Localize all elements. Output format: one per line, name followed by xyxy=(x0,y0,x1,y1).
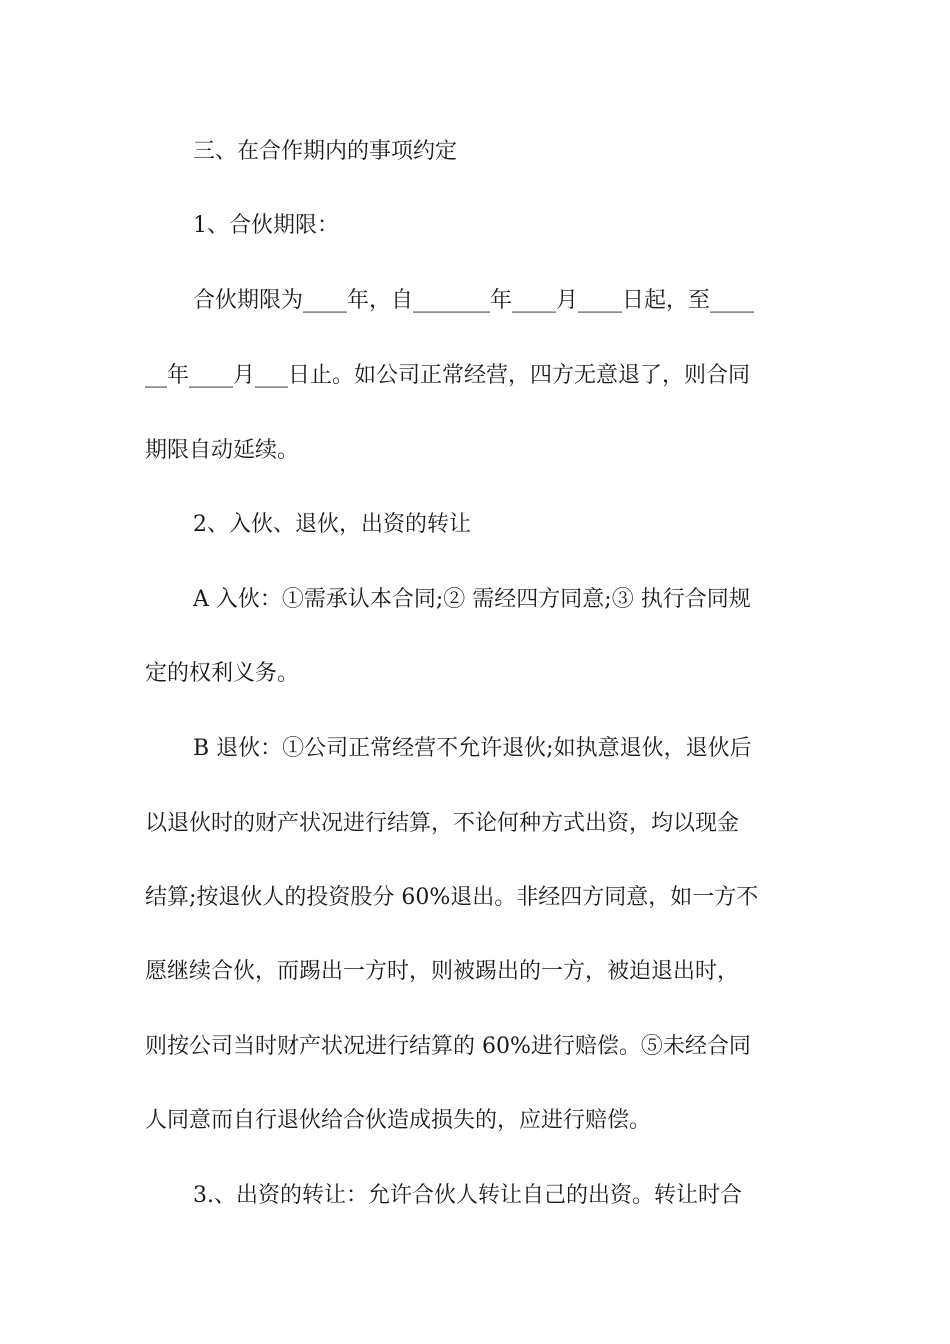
section-heading: 三、在合作期内的事项约定 xyxy=(193,139,458,164)
paragraph-line: 期限自动延续。 xyxy=(145,438,300,463)
paragraph-line: B 退伙：①公司正常经营不允许退伙;如执意退伙，退伙后 xyxy=(193,736,752,761)
paragraph-line: 结算;按退伙人的投资股分 60%退出。非经四方同意，如一方不 xyxy=(145,885,759,910)
paragraph-line: 定的权利义务。 xyxy=(145,661,300,686)
clause-3-heading: 3.、出资的转让：允许合伙人转让自己的出资。转让时合 xyxy=(193,1183,742,1208)
paragraph-line: A 入伙：①需承认本合同;② 需经四方同意;③ 执行合同规 xyxy=(193,587,751,612)
paragraph-line: 合伙期限为____年，自_______年____月____日起，至____ xyxy=(193,288,755,313)
paragraph-line: 以退伙时的财产状况进行结算，不论何种方式出资，均以现金 xyxy=(145,811,740,836)
paragraph-line: 则按公司当时财产状况进行结算的 60%进行赔偿。⑤未经合同 xyxy=(145,1034,751,1059)
paragraph-line: 愿继续合伙，而踢出一方时，则被踢出的一方，被迫退出时， xyxy=(145,959,740,984)
clause-1-heading: 1、合伙期限： xyxy=(193,213,339,238)
paragraph-line: __年____月___日止。如公司正常经营，四方无意退了，则合同 xyxy=(145,363,751,388)
clause-2-heading: 2、入伙、退伙，出资的转让 xyxy=(193,512,471,537)
paragraph-line: 人同意而自行退伙给合伙造成损失的，应进行赔偿。 xyxy=(145,1108,652,1133)
